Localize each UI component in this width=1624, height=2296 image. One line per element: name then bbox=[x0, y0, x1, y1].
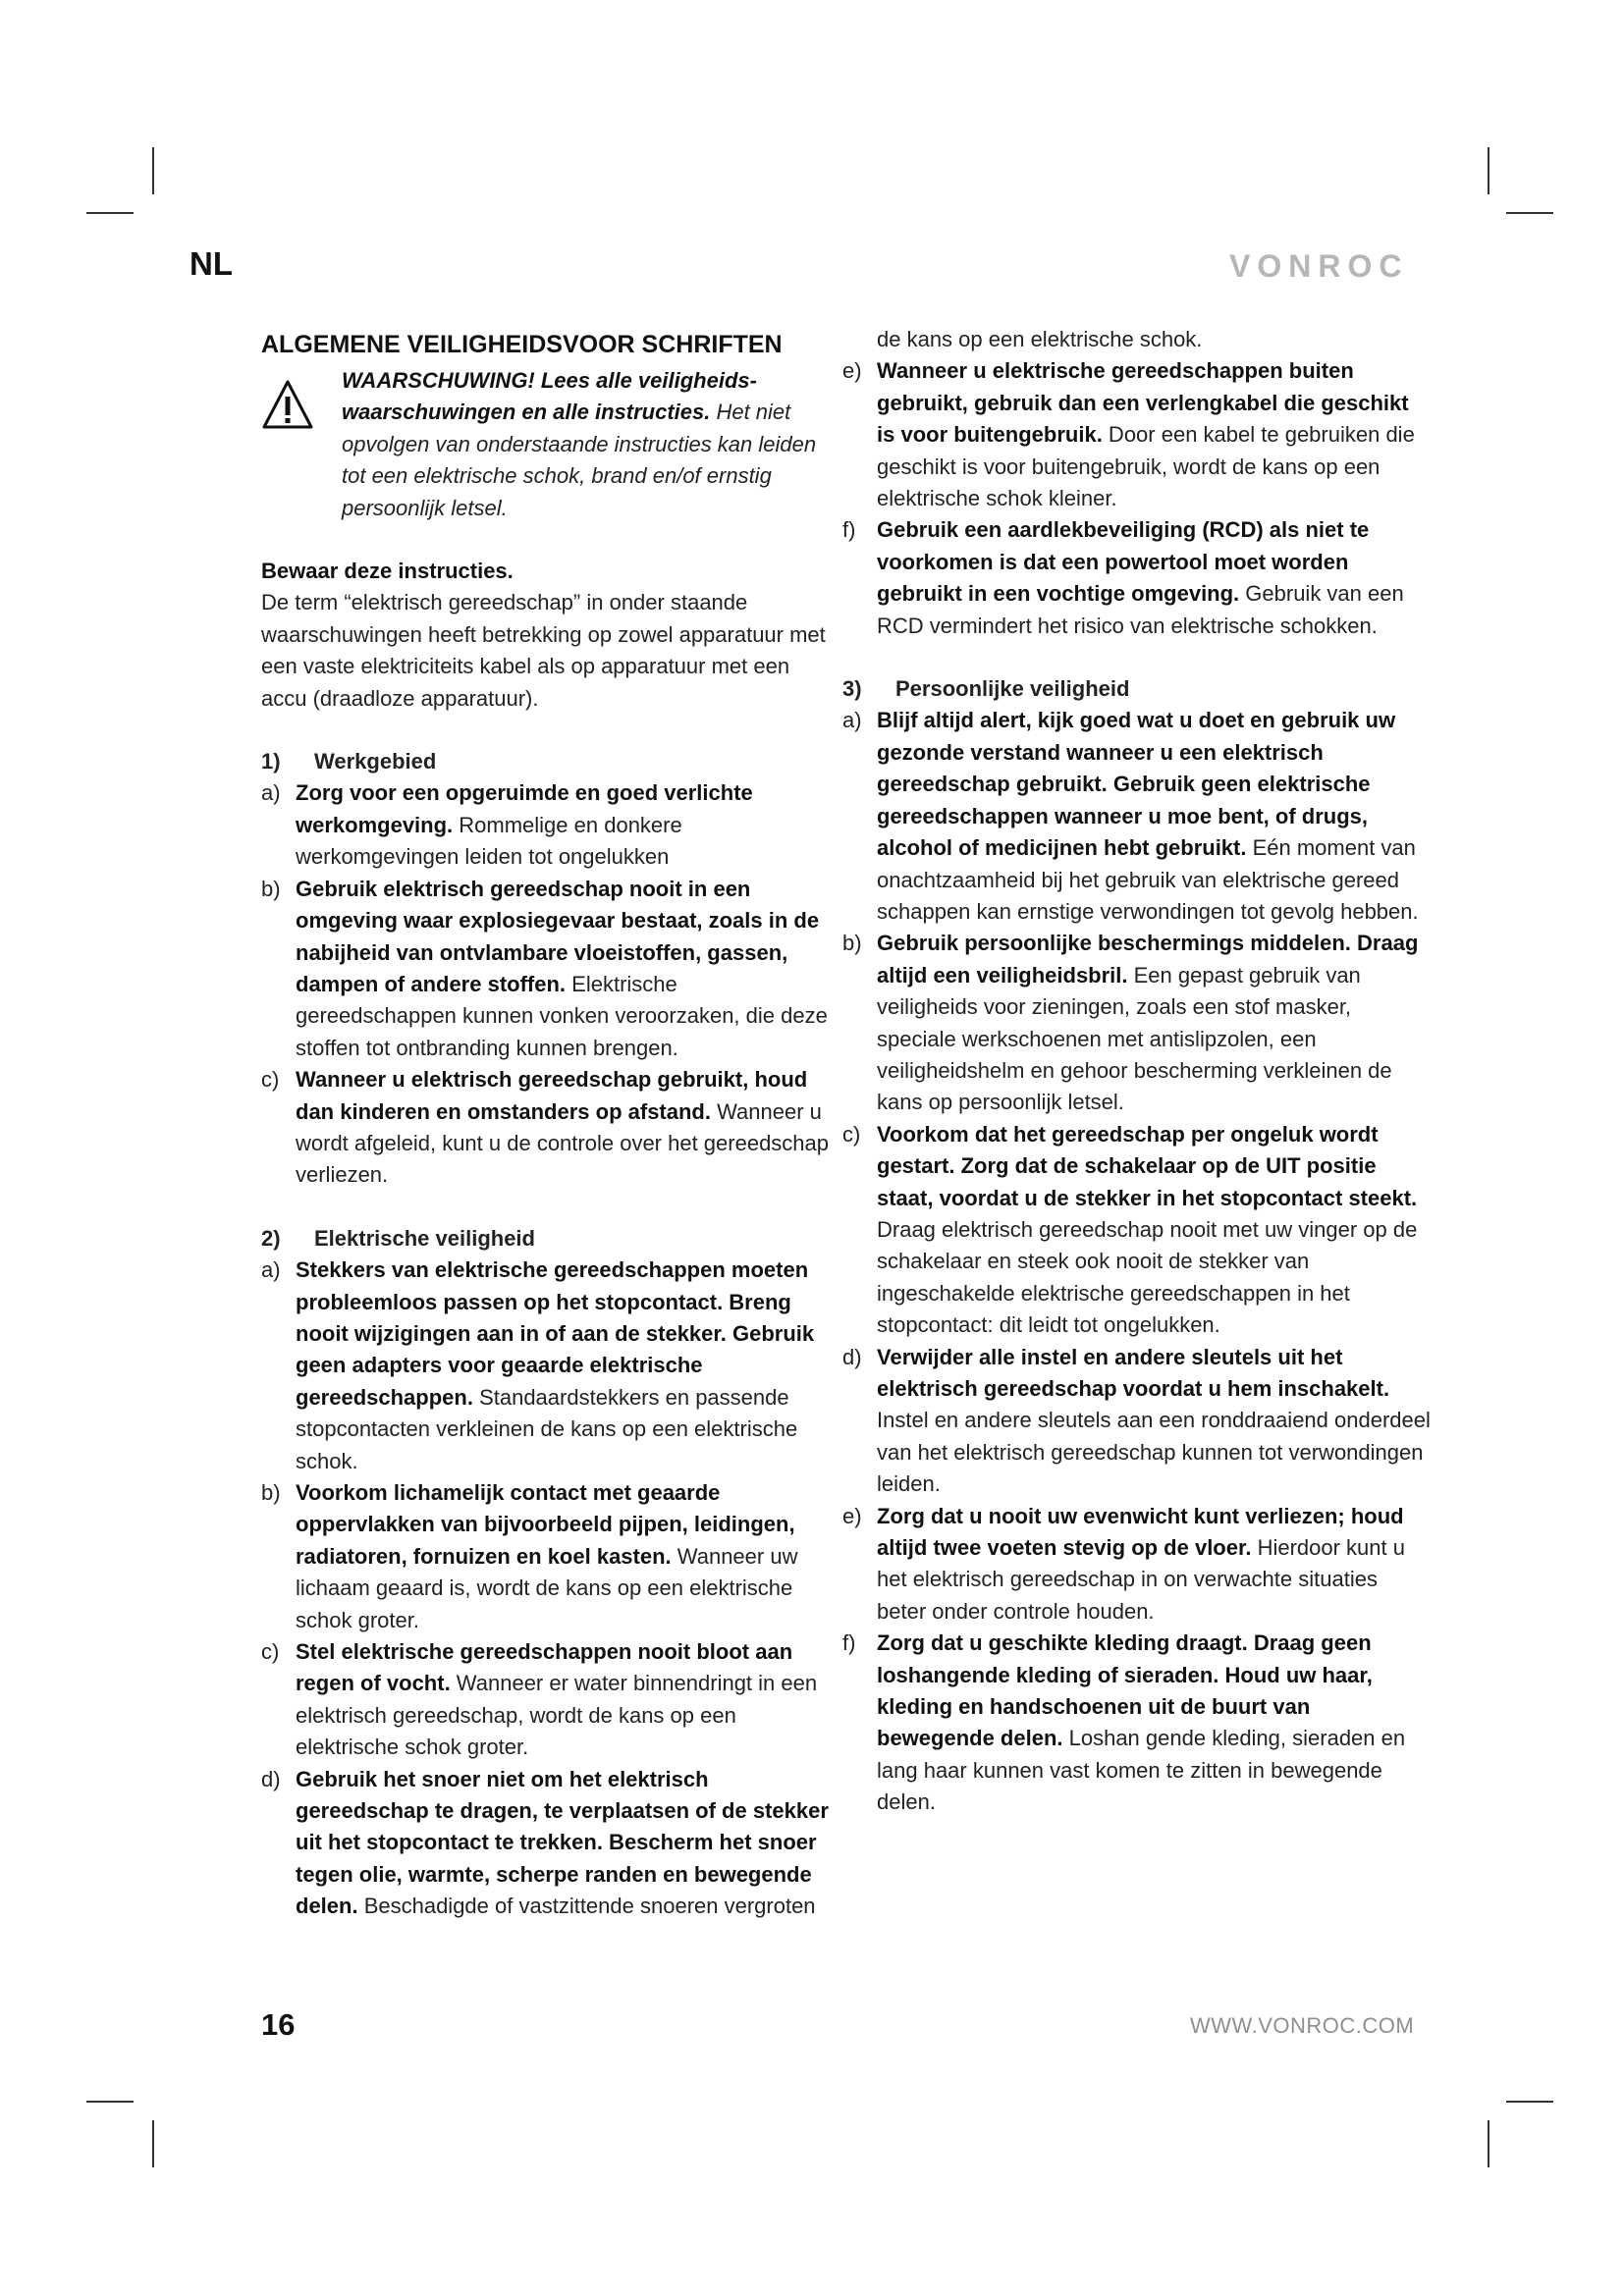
list-item bbox=[261, 1255, 831, 1477]
list-item-continuation bbox=[842, 324, 1432, 355]
item-text: Een gepast gebruik van veiligheids voor zieningen, zoals een stof masker, speciale werkschoenen met antislipzolen, een veiligheidshelm en gehoor bescherming verkleinen de kans op persoonlijk letsel. bbox=[877, 962, 1392, 1115]
item-label: b) bbox=[842, 931, 862, 956]
section-title: Persoonlijke veiligheid bbox=[895, 676, 1130, 702]
item-label: a) bbox=[842, 708, 862, 733]
section-heading bbox=[261, 1223, 831, 1255]
item-bold: Verwijder alle instel en andere sleutels uit het elektrisch gereedschap voordat u hem inschakelt. bbox=[877, 1344, 1390, 1401]
item-text: Beschadigde of vastzittende snoeren vergroten bbox=[357, 1894, 816, 1919]
section-title: Werkgebied bbox=[314, 749, 437, 774]
list-item bbox=[261, 1477, 831, 1636]
list-item bbox=[261, 777, 831, 873]
item-bold: Zorg dat u nooit uw evenwicht kunt verliezen; houd altijd twee voeten stevig op de vloer. bbox=[877, 1503, 1404, 1561]
section-heading bbox=[842, 673, 1432, 705]
item-bold: Voorkom dat het gereedschap per ongeluk wordt gestart. Zorg dat de schakelaar op de UIT positie staat, voordat u de stekker in het stopcontact steekt. bbox=[877, 1121, 1418, 1210]
item-text: Instel en andere sleutels aan een ronddraaiend onderdeel van het elektrisch gereedschap kunnen tot verwondingen leiden. bbox=[877, 1408, 1431, 1497]
warning-block bbox=[261, 365, 831, 524]
section-number: 2) bbox=[261, 1225, 281, 1251]
item-bold: Gebruik een aardlekbeveiliging (RCD) als niet te voorkomen is dat een powertool moet worden gebruikt in een vochtige omgeving. bbox=[877, 517, 1370, 607]
item-label: a) bbox=[261, 780, 281, 806]
item-text: Loshan gende kleding, sieraden en lang haar kunnen vast komen te zitten in bewegende delen. bbox=[877, 1726, 1406, 1815]
list-item bbox=[842, 1119, 1432, 1342]
section-title: Elektrische veiligheid bbox=[314, 1225, 535, 1251]
item-label: b) bbox=[261, 876, 281, 901]
item-text: Rommelige en donkere werkomgevingen leiden tot ongelukken bbox=[296, 812, 682, 870]
list-item bbox=[842, 1501, 1432, 1629]
item-bold: Blijf altijd alert, kijk goed wat u doet en gebruik uw gezonde verstand wanneer u een elektrisch gereedschap gebruikt. Gebruik geen elektrische gereedschappen wanneer u moe bent, of drugs, alcohol of medicijnen hebt gebruikt. bbox=[877, 708, 1396, 861]
item-label: a) bbox=[261, 1257, 281, 1283]
list-item bbox=[842, 705, 1432, 928]
left-column bbox=[261, 324, 831, 1923]
warning-triangle-icon bbox=[261, 379, 314, 430]
item-label: f) bbox=[842, 1630, 856, 1656]
item-text: Draag elektrisch gereedschap nooit met uw vinger op de schakelaar en steek ook nooit de stekker van ingeschakelde elektrische gereedschappen in het stopcontact: dit leidt tot ongelukken. bbox=[877, 1216, 1418, 1338]
warning-bold: WAARSCHUWING! Lees alle veiligheids-waarschuwingen en alle instructies. bbox=[342, 368, 757, 425]
list-item bbox=[842, 355, 1432, 514]
item-label: f) bbox=[842, 517, 856, 543]
list-item bbox=[261, 1064, 831, 1192]
item-text: Wanneer u wordt afgeleid, kunt u de controle over het gereedschap verliezen. bbox=[296, 1098, 830, 1188]
item-bold: Wanneer u elektrische gereedschappen buiten gebruikt, gebruik dan een verlengkabel die geschikt is voor buitengebruik. bbox=[877, 358, 1409, 448]
section-heading bbox=[261, 746, 831, 777]
list-item bbox=[261, 874, 831, 1064]
section-number: 3) bbox=[842, 676, 862, 702]
brand-logo: VONROC bbox=[1229, 248, 1409, 284]
crop-mark bbox=[1488, 147, 1489, 194]
crop-mark bbox=[1506, 2101, 1553, 2103]
item-text: Standaardstekkers en passende stopcontacten verkleinen de kans op een elektrische schok. bbox=[296, 1384, 798, 1473]
item-label: c) bbox=[261, 1639, 280, 1665]
warning-body: Het niet opvolgen van onderstaande instructies kan leiden tot een elektrische schok, brand en/of ernstig persoonlijk letsel. bbox=[342, 400, 817, 520]
section-number: 1) bbox=[261, 749, 281, 774]
item-text: Wanneer uw lichaam geaard is, wordt de kans op een elektrische schok groter. bbox=[296, 1543, 798, 1632]
crop-mark bbox=[86, 212, 134, 214]
item-bold: Stel elektrische gereedschappen nooit bloot aan regen of vocht. bbox=[296, 1639, 793, 1696]
list-item bbox=[842, 514, 1432, 642]
warning-text bbox=[342, 365, 831, 524]
item-bold: Wanneer u elektrisch gereedschap gebruikt, houd dan kinderen en omstanders op afstand. bbox=[296, 1067, 808, 1124]
item-text: Wanneer er water binnendringt in een elektrisch gereedschap, wordt de kans op een elektrische schok groter. bbox=[296, 1671, 818, 1760]
item-bold: Zorg voor een opgeruimde en goed verlichte werkomgeving. bbox=[296, 780, 753, 837]
item-text: Hierdoor kunt u het elektrisch gereedschap in on verwachte situaties beter onder controle houden. bbox=[877, 1535, 1405, 1624]
crop-mark bbox=[86, 2101, 134, 2103]
item-label: d) bbox=[261, 1766, 281, 1791]
item-label: e) bbox=[842, 358, 862, 384]
item-bold: Zorg dat u geschikte kleding draagt. Draag geen loshangende kleding of sieraden. Houd uw haar, kleding en handschoenen uit de buurt van bewegende delen. bbox=[877, 1630, 1373, 1751]
item-text: de kans op een elektrische schok. bbox=[877, 327, 1203, 351]
crop-mark bbox=[152, 147, 154, 194]
item-label: c) bbox=[842, 1121, 861, 1147]
list-item bbox=[842, 1342, 1432, 1501]
item-text: Gebruik van een RCD vermindert het risico van elektrische schokken. bbox=[877, 581, 1404, 638]
crop-mark bbox=[1488, 2120, 1489, 2167]
item-bold: Gebruik elektrisch gereedschap nooit in een omgeving waar explosiegevaar bestaat, zoals in de nabijheid van ontvlambare vloeistoffen, gassen, dampen of andere stoffen. bbox=[296, 876, 820, 996]
crop-mark bbox=[1506, 212, 1553, 214]
list-item bbox=[261, 1636, 831, 1764]
item-label: c) bbox=[261, 1067, 280, 1093]
item-text: Eén moment van onachtzaamheid bij het gebruik van elektrische gereed schappen kan ernstige verwondingen tot gevolg hebben. bbox=[877, 835, 1419, 924]
item-text: Door een kabel te gebruiken die geschikt is voor buitengebruik, wordt de kans op een elektrische schok kleiner. bbox=[877, 422, 1415, 511]
list-item bbox=[842, 1628, 1432, 1818]
item-bold: Gebruik het snoer niet om het elektrisch gereedschap te dragen, te verplaatsen of de stekker uit het stopcontact te trekken. Bescherm het snoer tegen olie, warmte, scherpe randen en bewegende delen. bbox=[296, 1766, 829, 1919]
item-bold: Gebruik persoonlijke beschermings middelen. Draag altijd een veiligheidsbril. bbox=[877, 931, 1419, 988]
list-item bbox=[842, 928, 1432, 1118]
item-bold: Voorkom lichamelijk contact met geaarde oppervlakken van bijvoorbeeld pijpen, leidingen, radiatoren, fornuizen en koel kasten. bbox=[296, 1480, 795, 1569]
item-label: d) bbox=[842, 1344, 862, 1369]
keep-heading-text: Bewaar deze instructies. bbox=[261, 559, 514, 584]
right-column bbox=[842, 324, 1432, 1819]
item-label: b) bbox=[261, 1480, 281, 1505]
item-text: Elektrische gereedschappen kunnen vonken veroorzaken, die deze stoffen tot ontbranding kunnen brengen. bbox=[296, 971, 828, 1060]
list-item bbox=[261, 1764, 831, 1923]
keep-heading bbox=[261, 556, 831, 587]
page-title: ALGEMENE VEILIGHEIDSVOOR SCHRIFTEN bbox=[261, 331, 783, 358]
language-code: NL bbox=[189, 245, 233, 282]
item-label: e) bbox=[842, 1503, 862, 1528]
crop-mark bbox=[152, 2120, 154, 2167]
item-bold: Stekkers van elektrische gereedschappen moeten probleemloos passen op het stopcontact. Breng nooit wijzigingen aan in of aan de stekker. Gebruik geen adapters voor geaarde elektrische gereedschappen. bbox=[296, 1257, 815, 1410]
page-number: 16 bbox=[261, 2007, 296, 2042]
website-url: WWW.VONROC.COM bbox=[1190, 2013, 1415, 2038]
keep-text: De term “elektrisch gereedschap” in onder staande waarschuwingen heeft betrekking op zowel apparatuur met een vaste elektriciteits kabel als op apparatuur met een accu (draadloze apparatuur). bbox=[261, 590, 826, 711]
